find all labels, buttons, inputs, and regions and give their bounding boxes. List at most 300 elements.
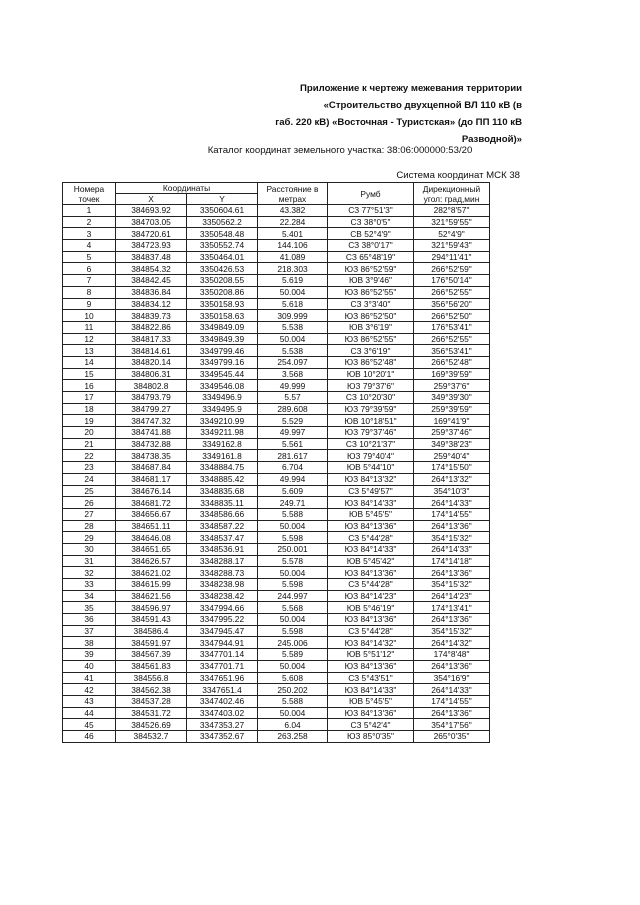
azimuth-cell: 266°52'48" [414, 356, 490, 368]
distance-cell: 5.618 [258, 298, 328, 310]
azimuth-cell: 266°52'50" [414, 310, 490, 322]
distance-cell: 5.598 [258, 579, 328, 591]
rumb-cell: ЮВ 5°46'19" [328, 602, 414, 614]
distance-cell: 5.589 [258, 649, 328, 661]
coord-y-cell: 3349799.46 [187, 345, 258, 357]
coord-y-cell: 3350158.93 [187, 298, 258, 310]
rumb-cell: ЮЗ 79°37'46" [328, 427, 414, 439]
coord-x-cell: 384799.27 [116, 403, 187, 415]
coord-y-cell: 3350426.53 [187, 263, 258, 275]
table-row [63, 532, 490, 544]
rumb-cell: ЮВ 3°6'19" [328, 321, 414, 333]
table-row [63, 275, 490, 287]
point-number-cell: 10 [63, 310, 116, 322]
table-row [63, 228, 490, 240]
coord-y-cell: 3347701.14 [187, 649, 258, 661]
coord-y-cell: 3349545.44 [187, 368, 258, 380]
coord-x-cell: 384676.14 [116, 485, 187, 497]
point-number-cell: 43 [63, 695, 116, 707]
rumb-cell: СЗ 38°0'5" [328, 216, 414, 228]
distance-cell: 218.303 [258, 263, 328, 275]
rumb-cell: СЗ 5°42'4" [328, 719, 414, 731]
point-number-cell: 28 [63, 520, 116, 532]
distance-cell: 49.999 [258, 380, 328, 392]
azimuth-cell: 266°52'59" [414, 263, 490, 275]
coord-y-cell: 3348238.42 [187, 590, 258, 602]
rumb-cell: СЗ 5°44'28" [328, 579, 414, 591]
azimuth-cell: 321°59'55" [414, 216, 490, 228]
rumb-cell: ЮЗ 84°14'32" [328, 637, 414, 649]
coord-x-cell: 384822.86 [116, 321, 187, 333]
point-number-cell: 20 [63, 427, 116, 439]
coord-y-cell: 3349799.16 [187, 356, 258, 368]
rumb-cell: ЮВ 5°45'5" [328, 695, 414, 707]
azimuth-cell: 176°50'14" [414, 275, 490, 287]
rumb-cell: СЗ 3°6'19" [328, 345, 414, 357]
azimuth-cell: 259°39'59" [414, 403, 490, 415]
coord-x-cell: 384703.05 [116, 216, 187, 228]
azimuth-cell: 174°8'48" [414, 649, 490, 661]
coord-y-cell: 3348835.68 [187, 485, 258, 497]
coord-y-cell: 3348536.91 [187, 543, 258, 555]
coord-y-cell: 3348288.17 [187, 555, 258, 567]
coord-x-cell: 384621.02 [116, 567, 187, 579]
point-number-cell: 15 [63, 368, 116, 380]
coord-x-cell: 384732.88 [116, 438, 187, 450]
distance-cell: 5.57 [258, 392, 328, 404]
rumb-cell: ЮЗ 84°13'36" [328, 707, 414, 719]
point-number-cell: 22 [63, 450, 116, 462]
table-row [63, 707, 490, 719]
table-row [63, 240, 490, 252]
coord-y-cell: 3349496.9 [187, 392, 258, 404]
coord-x-cell: 384839.73 [116, 310, 187, 322]
coord-x-cell: 384651.65 [116, 543, 187, 555]
coord-x-cell: 384720.61 [116, 228, 187, 240]
table-row [63, 205, 490, 217]
distance-cell: 5.529 [258, 415, 328, 427]
table-row [63, 356, 490, 368]
table-row [63, 368, 490, 380]
table-row [63, 543, 490, 555]
azimuth-cell: 174°13'41" [414, 602, 490, 614]
table-row [63, 263, 490, 275]
coord-x-cell: 384681.17 [116, 473, 187, 485]
distance-cell: 41.089 [258, 251, 328, 263]
table-row [63, 730, 490, 742]
table-row [63, 672, 490, 684]
rumb-cell: ЮВ 5°51'12" [328, 649, 414, 661]
rumb-cell: ЮЗ 86°52'50" [328, 310, 414, 322]
coord-y-cell: 3348884.75 [187, 462, 258, 474]
table-row [63, 298, 490, 310]
distance-cell: 3.568 [258, 368, 328, 380]
table-row [63, 719, 490, 731]
coord-y-cell: 3348537.47 [187, 532, 258, 544]
distance-cell: 5.598 [258, 532, 328, 544]
header-x: X [116, 194, 187, 205]
rumb-cell: ЮЗ 84°13'36" [328, 520, 414, 532]
point-number-cell: 31 [63, 555, 116, 567]
point-number-cell: 41 [63, 672, 116, 684]
azimuth-cell: 266°52'55" [414, 286, 490, 298]
rumb-cell: ЮВ 5°44'10" [328, 462, 414, 474]
point-number-cell: 7 [63, 275, 116, 287]
distance-cell: 250.202 [258, 684, 328, 696]
point-number-cell: 1 [63, 205, 116, 217]
point-number-cell: 12 [63, 333, 116, 345]
rumb-cell: СЗ 5°44'28" [328, 532, 414, 544]
coord-y-cell: 3350562.2 [187, 216, 258, 228]
distance-cell: 49.994 [258, 473, 328, 485]
distance-cell: 49.997 [258, 427, 328, 439]
coord-x-cell: 384738.35 [116, 450, 187, 462]
coord-y-cell: 3347402.46 [187, 695, 258, 707]
azimuth-cell: 354°17'56" [414, 719, 490, 731]
coord-y-cell: 3347944.91 [187, 637, 258, 649]
point-number-cell: 46 [63, 730, 116, 742]
rumb-cell: СВ 52°4'9" [328, 228, 414, 240]
azimuth-cell: 356°53'41" [414, 345, 490, 357]
point-number-cell: 45 [63, 719, 116, 731]
distance-cell: 50.004 [258, 567, 328, 579]
point-number-cell: 18 [63, 403, 116, 415]
azimuth-cell: 349°38'23" [414, 438, 490, 450]
azimuth-cell: 354°15'32" [414, 579, 490, 591]
azimuth-cell: 264°13'36" [414, 520, 490, 532]
point-number-cell: 21 [63, 438, 116, 450]
distance-cell: 5.568 [258, 602, 328, 614]
coord-y-cell: 3347352.67 [187, 730, 258, 742]
azimuth-cell: 354°16'9" [414, 672, 490, 684]
distance-cell: 5.609 [258, 485, 328, 497]
distance-cell: 50.004 [258, 707, 328, 719]
table-row [63, 427, 490, 439]
azimuth-cell: 354°10'3" [414, 485, 490, 497]
table-row [63, 333, 490, 345]
coord-x-cell: 384723.93 [116, 240, 187, 252]
point-number-cell: 35 [63, 602, 116, 614]
coord-x-cell: 384836.84 [116, 286, 187, 298]
distance-cell: 5.588 [258, 695, 328, 707]
coord-x-cell: 384651.11 [116, 520, 187, 532]
distance-cell: 6.04 [258, 719, 328, 731]
rumb-cell: ЮЗ 84°14'33" [328, 684, 414, 696]
distance-cell: 245.006 [258, 637, 328, 649]
azimuth-cell: 174°14'55" [414, 695, 490, 707]
point-number-cell: 27 [63, 508, 116, 520]
point-number-cell: 30 [63, 543, 116, 555]
coord-x-cell: 384532.7 [116, 730, 187, 742]
coord-x-cell: 384526.69 [116, 719, 187, 731]
point-number-cell: 40 [63, 660, 116, 672]
point-number-cell: 25 [63, 485, 116, 497]
distance-cell: 281.617 [258, 450, 328, 462]
table-row [63, 695, 490, 707]
azimuth-cell: 354°15'32" [414, 625, 490, 637]
point-number-cell: 17 [63, 392, 116, 404]
azimuth-cell: 264°14'23" [414, 590, 490, 602]
header-line-1: Приложение к чертежу межевания территории [300, 83, 522, 94]
distance-cell: 289.608 [258, 403, 328, 415]
coord-x-cell: 384687.84 [116, 462, 187, 474]
point-number-cell: 37 [63, 625, 116, 637]
point-number-cell: 44 [63, 707, 116, 719]
azimuth-cell: 356°56'20" [414, 298, 490, 310]
coord-x-cell: 384747.32 [116, 415, 187, 427]
coord-y-cell: 3349161.8 [187, 450, 258, 462]
rumb-cell: СЗ 65°48'19" [328, 251, 414, 263]
rumb-cell: ЮЗ 86°52'48" [328, 356, 414, 368]
point-number-cell: 23 [63, 462, 116, 474]
table-row [63, 579, 490, 591]
distance-cell: 263.258 [258, 730, 328, 742]
table-row [63, 403, 490, 415]
table-row [63, 497, 490, 509]
rumb-cell: ЮВ 10°18'51" [328, 415, 414, 427]
distance-cell: 5.578 [258, 555, 328, 567]
distance-cell: 254.097 [258, 356, 328, 368]
coord-y-cell: 3347994.66 [187, 602, 258, 614]
table-row [63, 660, 490, 672]
distance-cell: 5.598 [258, 625, 328, 637]
rumb-cell: СЗ 38°0'17" [328, 240, 414, 252]
azimuth-cell: 265°0'35" [414, 730, 490, 742]
header-distance: Расстояние в метрах [258, 183, 328, 205]
azimuth-cell: 264°14'33" [414, 684, 490, 696]
point-number-cell: 19 [63, 415, 116, 427]
catalog-title: Каталог координат земельного участка: 38:06:000000:53/20 [207, 145, 473, 156]
coord-y-cell: 3349162.8 [187, 438, 258, 450]
point-number-cell: 42 [63, 684, 116, 696]
azimuth-cell: 174°15'50" [414, 462, 490, 474]
rumb-cell: СЗ 5°44'28" [328, 625, 414, 637]
point-number-cell: 9 [63, 298, 116, 310]
rumb-cell: ЮЗ 84°13'36" [328, 660, 414, 672]
point-number-cell: 5 [63, 251, 116, 263]
coord-y-cell: 3349211.98 [187, 427, 258, 439]
point-number-cell: 3 [63, 228, 116, 240]
point-number-cell: 24 [63, 473, 116, 485]
coord-y-cell: 3350158.63 [187, 310, 258, 322]
table-row [63, 462, 490, 474]
distance-cell: 144.106 [258, 240, 328, 252]
rumb-cell: ЮЗ 79°39'59" [328, 403, 414, 415]
rumb-cell: ЮЗ 86°52'55" [328, 286, 414, 298]
coord-y-cell: 3348238.98 [187, 579, 258, 591]
coord-x-cell: 384842.45 [116, 275, 187, 287]
distance-cell: 50.004 [258, 614, 328, 626]
coord-y-cell: 3349495.9 [187, 403, 258, 415]
distance-cell: 6.704 [258, 462, 328, 474]
coord-x-cell: 384806.31 [116, 368, 187, 380]
coord-x-cell: 384596.97 [116, 602, 187, 614]
table-row [63, 625, 490, 637]
coord-y-cell: 3347651.96 [187, 672, 258, 684]
coord-y-cell: 3349210.99 [187, 415, 258, 427]
table-row [63, 216, 490, 228]
coord-y-cell: 3347995.22 [187, 614, 258, 626]
table-row [63, 555, 490, 567]
rumb-cell: ЮЗ 84°14'33" [328, 497, 414, 509]
azimuth-cell: 282°8'57" [414, 205, 490, 217]
rumb-cell: ЮВ 10°20'1" [328, 368, 414, 380]
table-row [63, 310, 490, 322]
header-coordinates: Координаты [116, 183, 258, 194]
coord-x-cell: 384741.88 [116, 427, 187, 439]
distance-cell: 22.284 [258, 216, 328, 228]
coord-y-cell: 3347651.4 [187, 684, 258, 696]
table-row [63, 345, 490, 357]
table-row [63, 321, 490, 333]
table-row [63, 602, 490, 614]
coord-y-cell: 3350604.61 [187, 205, 258, 217]
header-azimuth: Дирекционный угол: град,мин [414, 183, 490, 205]
point-number-cell: 6 [63, 263, 116, 275]
azimuth-cell: 174°14'18" [414, 555, 490, 567]
coord-y-cell: 3347353.27 [187, 719, 258, 731]
coord-x-cell: 384537.28 [116, 695, 187, 707]
coord-x-cell: 384556.8 [116, 672, 187, 684]
point-number-cell: 36 [63, 614, 116, 626]
point-number-cell: 16 [63, 380, 116, 392]
distance-cell: 50.004 [258, 520, 328, 532]
coord-x-cell: 384656.67 [116, 508, 187, 520]
table-row [63, 567, 490, 579]
point-number-cell: 34 [63, 590, 116, 602]
header-rumb: Румб [328, 183, 414, 205]
azimuth-cell: 264°13'36" [414, 707, 490, 719]
table-row [63, 415, 490, 427]
coord-x-cell: 384615.99 [116, 579, 187, 591]
rumb-cell: ЮЗ 84°13'36" [328, 614, 414, 626]
header-y: Y [187, 194, 258, 205]
table-row [63, 473, 490, 485]
distance-cell: 5.538 [258, 345, 328, 357]
coord-x-cell: 384626.57 [116, 555, 187, 567]
coord-y-cell: 3350464.01 [187, 251, 258, 263]
distance-cell: 50.004 [258, 333, 328, 345]
rumb-cell: ЮВ 5°45'42" [328, 555, 414, 567]
point-number-cell: 38 [63, 637, 116, 649]
coordinates-table [62, 182, 490, 743]
coord-x-cell: 384693.92 [116, 205, 187, 217]
header-line-3: габ. 220 кВ) «Восточная - Туристская» (до ПП 110 кВ [275, 117, 522, 128]
table-row [63, 392, 490, 404]
coord-x-cell: 384793.79 [116, 392, 187, 404]
coord-x-cell: 384561.83 [116, 660, 187, 672]
coord-x-cell: 384567.39 [116, 649, 187, 661]
azimuth-cell: 266°52'55" [414, 333, 490, 345]
azimuth-cell: 169°41'9" [414, 415, 490, 427]
coord-x-cell: 384802.8 [116, 380, 187, 392]
point-number-cell: 29 [63, 532, 116, 544]
azimuth-cell: 259°40'4" [414, 450, 490, 462]
point-number-cell: 32 [63, 567, 116, 579]
table-row [63, 614, 490, 626]
azimuth-cell: 264°14'33" [414, 497, 490, 509]
azimuth-cell: 52°4'9" [414, 228, 490, 240]
coord-y-cell: 3350552.74 [187, 240, 258, 252]
table-row [63, 450, 490, 462]
distance-cell: 5.401 [258, 228, 328, 240]
coord-y-cell: 3349849.09 [187, 321, 258, 333]
rumb-cell: ЮЗ 84°13'32" [328, 473, 414, 485]
coord-x-cell: 384837.48 [116, 251, 187, 263]
table-row [63, 649, 490, 661]
distance-cell: 50.004 [258, 286, 328, 298]
table-row [63, 251, 490, 263]
distance-cell: 5.538 [258, 321, 328, 333]
azimuth-cell: 259°37'46" [414, 427, 490, 439]
table-row [63, 508, 490, 520]
coord-x-cell: 384646.08 [116, 532, 187, 544]
point-number-cell: 4 [63, 240, 116, 252]
distance-cell: 50.004 [258, 660, 328, 672]
coord-y-cell: 3349546.08 [187, 380, 258, 392]
azimuth-cell: 176°53'41" [414, 321, 490, 333]
table-row [63, 684, 490, 696]
point-number-cell: 11 [63, 321, 116, 333]
table-body [63, 205, 490, 743]
azimuth-cell: 264°13'36" [414, 660, 490, 672]
distance-cell: 5.619 [258, 275, 328, 287]
distance-cell: 249.71 [258, 497, 328, 509]
coord-x-cell: 384834.12 [116, 298, 187, 310]
azimuth-cell: 169°39'59" [414, 368, 490, 380]
coord-y-cell: 3348835.11 [187, 497, 258, 509]
rumb-cell: ЮЗ 84°13'36" [328, 567, 414, 579]
table-row [63, 485, 490, 497]
rumb-cell: ЮЗ 79°37'6" [328, 380, 414, 392]
coord-x-cell: 384854.32 [116, 263, 187, 275]
azimuth-cell: 264°13'36" [414, 567, 490, 579]
table-row [63, 438, 490, 450]
rumb-cell: ЮЗ 84°14'23" [328, 590, 414, 602]
azimuth-cell: 264°14'33" [414, 543, 490, 555]
rumb-cell: ЮЗ 86°52'55" [328, 333, 414, 345]
coord-x-cell: 384586.4 [116, 625, 187, 637]
azimuth-cell: 259°37'6" [414, 380, 490, 392]
coord-x-cell: 384591.97 [116, 637, 187, 649]
rumb-cell: СЗ 77°51'3" [328, 205, 414, 217]
coord-y-cell: 3350208.55 [187, 275, 258, 287]
table-row [63, 590, 490, 602]
coord-y-cell: 3347403.02 [187, 707, 258, 719]
rumb-cell: СЗ 5°49'57" [328, 485, 414, 497]
distance-cell: 43.382 [258, 205, 328, 217]
rumb-cell: ЮВ 3°9'46" [328, 275, 414, 287]
table-row [63, 380, 490, 392]
coord-x-cell: 384562.38 [116, 684, 187, 696]
rumb-cell: ЮЗ 86°52'59" [328, 263, 414, 275]
coord-y-cell: 3348586.66 [187, 508, 258, 520]
distance-cell: 5.608 [258, 672, 328, 684]
coord-x-cell: 384591.43 [116, 614, 187, 626]
coord-x-cell: 384814.61 [116, 345, 187, 357]
header-line-4: Разводной)» [461, 134, 522, 145]
azimuth-cell: 264°14'32" [414, 637, 490, 649]
point-number-cell: 13 [63, 345, 116, 357]
coord-y-cell: 3348288.73 [187, 567, 258, 579]
azimuth-cell: 321°59'43" [414, 240, 490, 252]
point-number-cell: 2 [63, 216, 116, 228]
coord-system-label: Система координат МСК 38 [396, 170, 520, 181]
azimuth-cell: 294°11'41" [414, 251, 490, 263]
coord-x-cell: 384817.33 [116, 333, 187, 345]
distance-cell: 5.561 [258, 438, 328, 450]
rumb-cell: СЗ 3°3'40" [328, 298, 414, 310]
